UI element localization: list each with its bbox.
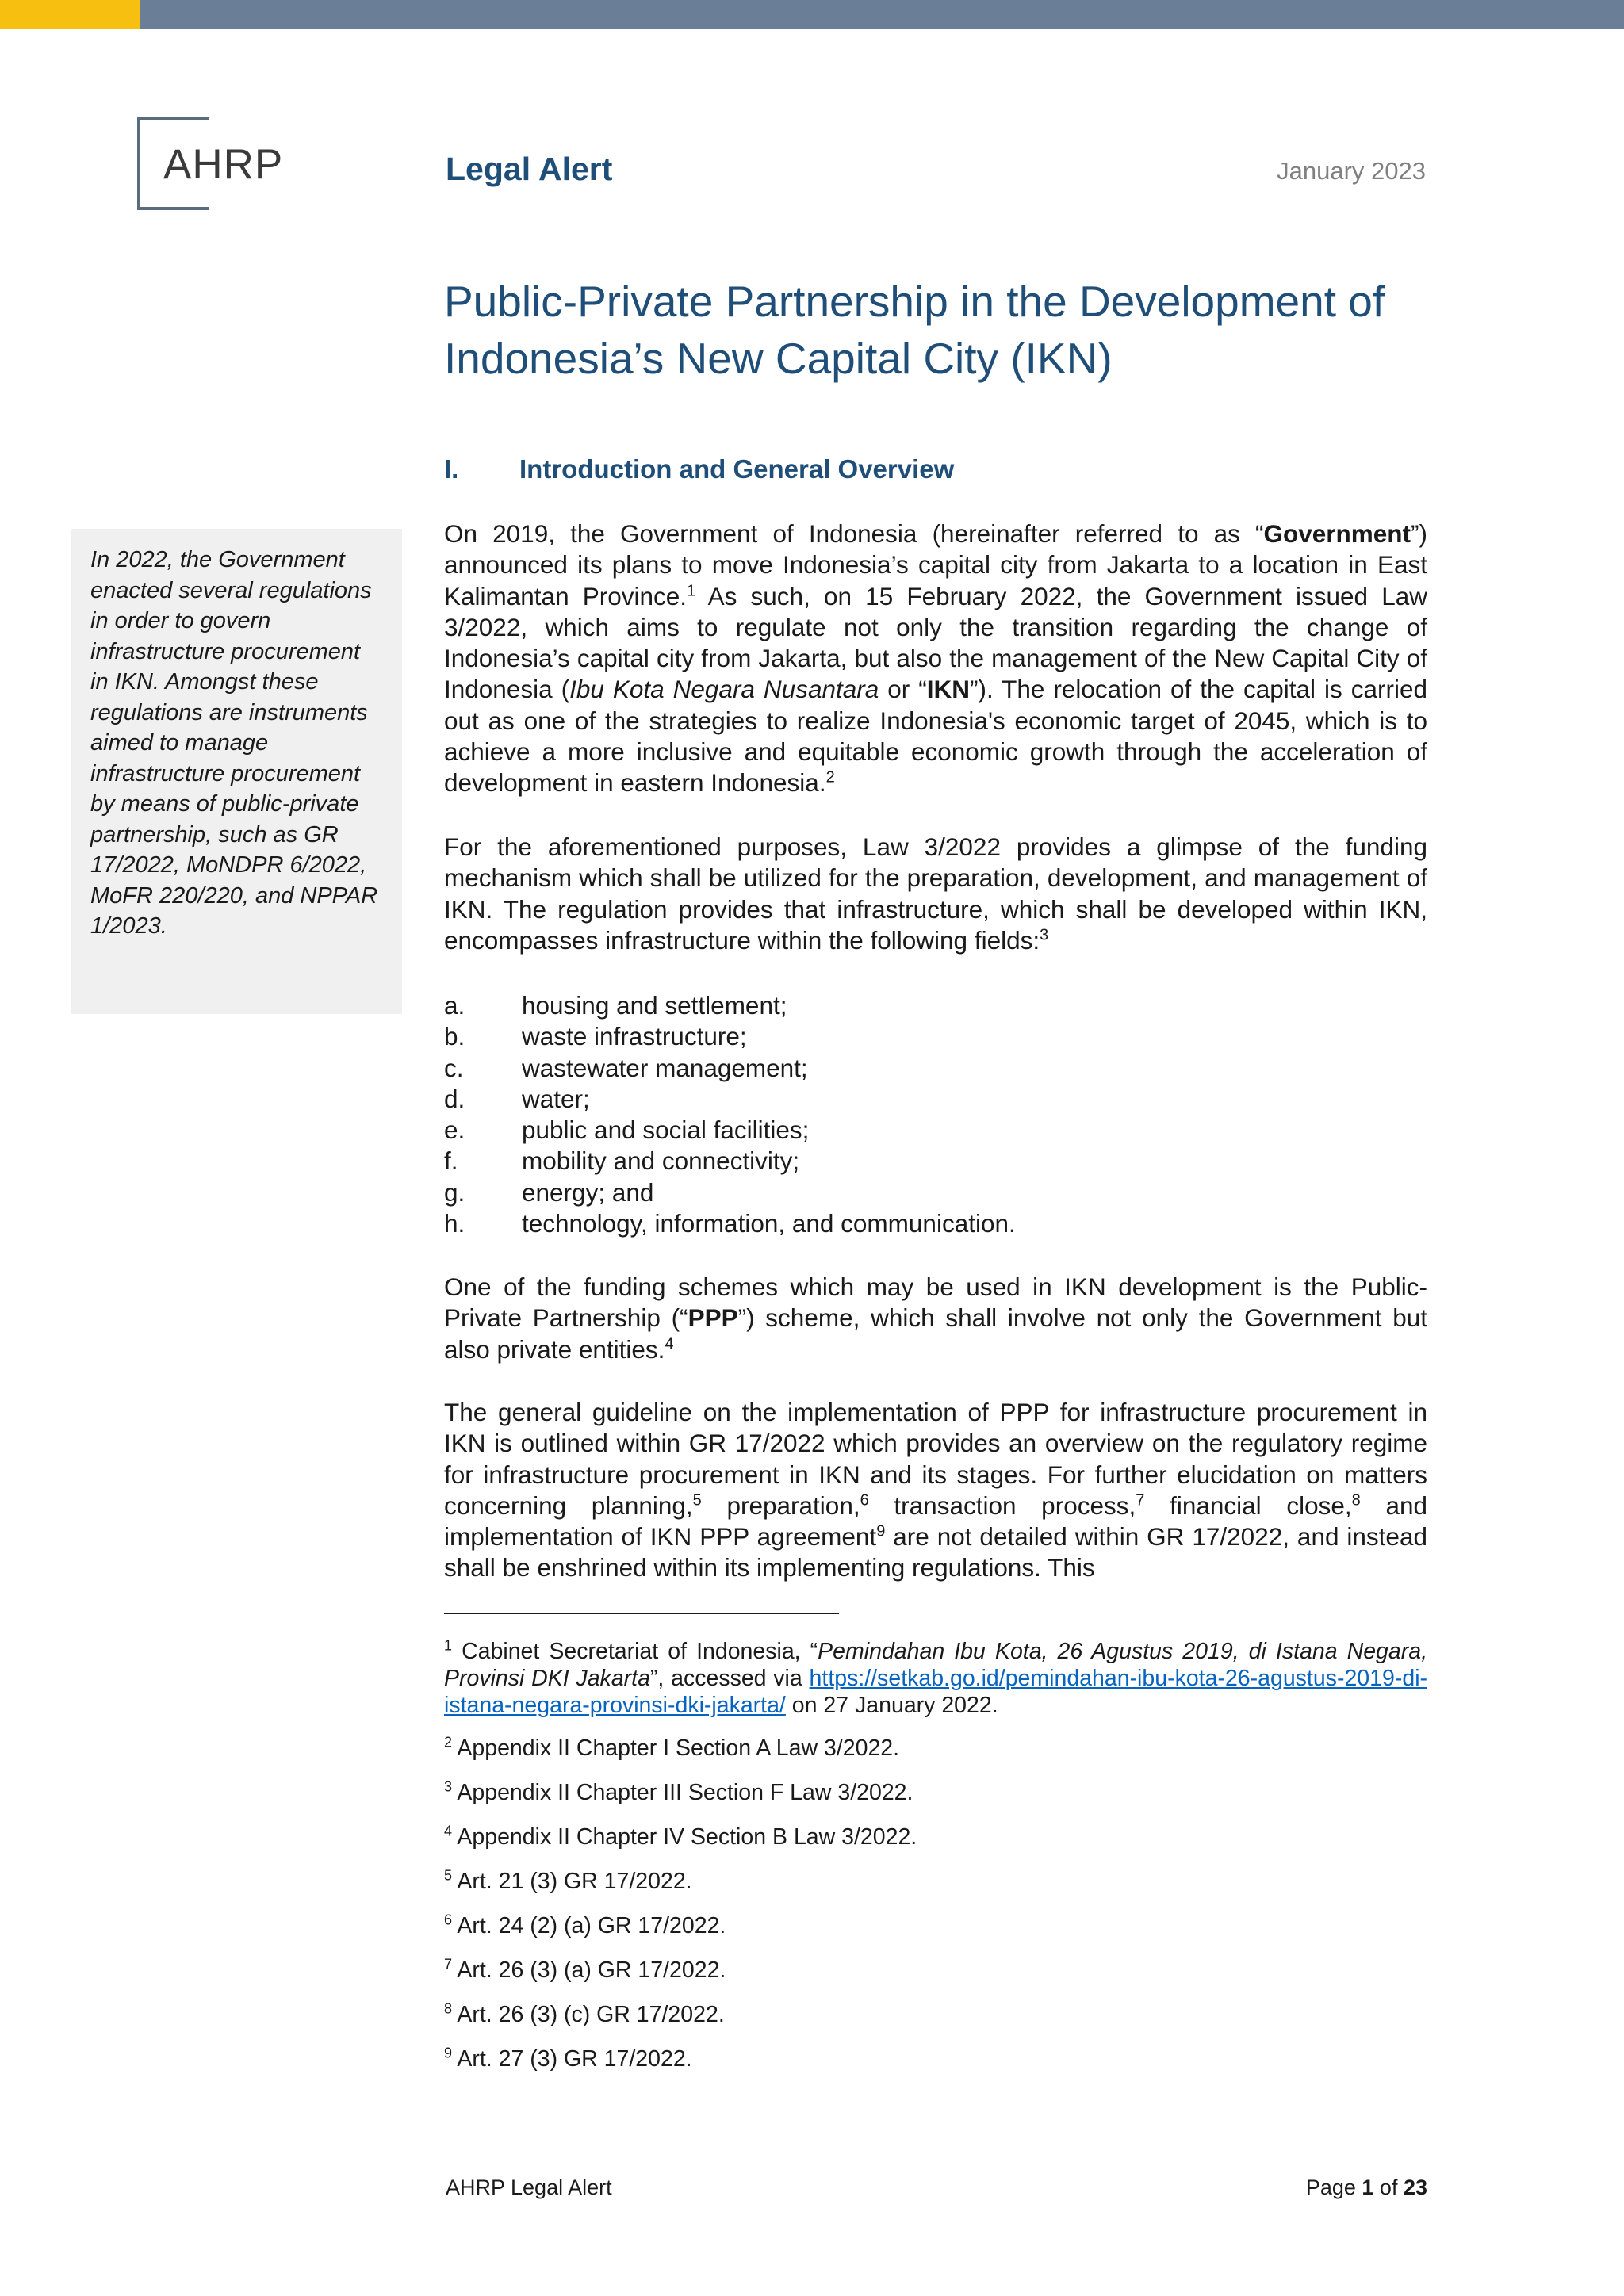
- section-title: Introduction and General Overview: [519, 454, 955, 484]
- footnote-item: $^2$ Appendix II Chapter I Section A Law 3/2022.: [444, 1734, 900, 1761]
- footnote-ref[interactable]: 6: [860, 1491, 869, 1510]
- document-title: Public-Private Partnership in the Development of Indonesia’s New Capital City (IKN): [444, 277, 1385, 383]
- list-item: d. water;: [444, 1084, 590, 1113]
- footnote-item: $^5$ Art. 21 (3) GR 17/2022.: [444, 1867, 692, 1894]
- top-bar: [0, 0, 1624, 29]
- footnote-item: $^9$ Art. 27 (3) GR 17/2022.: [444, 2045, 692, 2072]
- footnote-link[interactable]: https://setkab.go.id/pemindahan-ibu-kota-26-agustus-2019-di-istana-negara-provinsi-dki-jakarta/: [444, 1666, 1428, 1718]
- section-number: I.: [444, 454, 459, 484]
- footnote-ref[interactable]: 2: [825, 768, 835, 786]
- list-item: f. mobility and connectivity;: [444, 1146, 800, 1176]
- document-type: Legal Alert: [446, 151, 613, 187]
- paragraph-funding: For the aforementioned purposes, Law 3/2022 provides a glimpse of the funding mechanism which shall be utilized for the preparation, development, and management of IKN. The regulation provides that infrastructure, which shall be developed within IKN, encompasses infrastructure within the following fields:$^3$: [444, 832, 1427, 955]
- footnotes: [444, 1638, 1427, 2090]
- paragraph-guideline: The general guideline on the implementation of PPP for infrastructure procurement in IKN is outlined within GR 17/2022 which provides an overview on the regulatory regime for infrastructure procurement in IKN and its stages. For further elucidation on matters concerning planning,$^5$ preparation,$^6$ transaction process,$^7$ financial close,$^8$ and implementation of IKN PPP agreement$^9$ are not detailed within GR 17/2022, and instead shall be enshrined within its implementing regulations. This: [444, 1398, 1427, 1582]
- list-item: e. public and social facilities;: [444, 1115, 810, 1145]
- page-number: Page 1 of 23: [1305, 2175, 1427, 2199]
- top-bar-accent: [0, 0, 140, 29]
- section-heading: [444, 454, 954, 484]
- footnote-item: $^7$ Art. 26 (3) (a) GR 17/2022.: [444, 1956, 726, 1983]
- list-item: g. energy; and: [444, 1177, 654, 1207]
- footnote-item: $^4$ Appendix II Chapter IV Section B Law 3/2022.: [444, 1823, 917, 1850]
- footnote-ref[interactable]: 3: [1040, 926, 1049, 944]
- footnote-ref[interactable]: 4: [665, 1335, 674, 1353]
- footnote-item: $^1$ Cabinet Secretariat of Indonesia, “Pemindahan Ibu Kota, 26 Agustus 2019, di Istana Negara, Provinsi DKI Jakarta”, accessed via https://setkab.go.id/pemindahan-ibu-kota-26-agustus-2019-di-istana-negara-provinsi-dki-jakarta/ on 27 January 2022.: [444, 1637, 1428, 1718]
- footnote-item: $^6$ Art. 24 (2) (a) GR 17/2022.: [444, 1911, 726, 1938]
- list-item: b. waste infrastructure;: [444, 1022, 747, 1051]
- list-item: c. wastewater management;: [444, 1053, 808, 1082]
- footnote-ref[interactable]: 7: [1136, 1491, 1145, 1510]
- ahrp-logo: [136, 116, 295, 211]
- footnote-item: $^8$ Art. 26 (3) (c) GR 17/2022.: [444, 2000, 725, 2027]
- infrastructure-fields-list: [444, 990, 1427, 1239]
- footnote-ref[interactable]: 9: [876, 1522, 886, 1540]
- footnote-item: $^3$ Appendix II Chapter III Section F Law 3/2022.: [444, 1778, 914, 1805]
- footnote-ref[interactable]: 1: [687, 582, 696, 600]
- paragraph-intro: On 2019, the Government of Indonesia (hereinafter referred to as “Government”) announced its plans to move Indonesia’s capital city from Jakarta to a location in East Kalimantan Province.$^1$ As such, on 15 February 2022, the Government issued Law 3/2022, which aims to regulate not only the transition regarding the change of Indonesia’s capital city from Jakarta, but also the management of the New Capital City of Indonesia (Ibu Kota Negara Nusantara or “IKN”). The relocation of the capital is carried out as one of the strategies to realize Indonesia's economic target of 2045, which is to achieve a more inclusive and equitable economic growth through the acceleration of development in eastern Indonesia.$^2$: [444, 519, 1427, 798]
- paragraph-ppp: One of the funding schemes which may be used in IKN development is the Public-Private Partnership (“PPP”) scheme, which shall involve not only the Government but also private entities.$^4$: [444, 1272, 1427, 1364]
- footnote-ref[interactable]: 5: [692, 1491, 702, 1510]
- list-item: h. technology, information, and communication.: [444, 1209, 1016, 1238]
- footer-publication: AHRP Legal Alert: [446, 2175, 612, 2199]
- footnote-separator: [444, 1613, 839, 1614]
- footnote-ref[interactable]: 8: [1351, 1491, 1361, 1510]
- list-item: a. housing and settlement;: [444, 991, 787, 1020]
- logo-text: AHRP: [163, 141, 284, 188]
- sidebar-note: In 2022, the Government enacted several regulations in order to govern infrastructure procurement in IKN. Amongst these regulations are instruments aimed to manage infrastructure procurement by means of public-private partnership, such as GR 17/2022, MoNDPR 6/2022, MoFR 220/220, and NPPAR 1/2023.: [71, 529, 402, 1014]
- document-date: January 2023: [1277, 157, 1426, 185]
